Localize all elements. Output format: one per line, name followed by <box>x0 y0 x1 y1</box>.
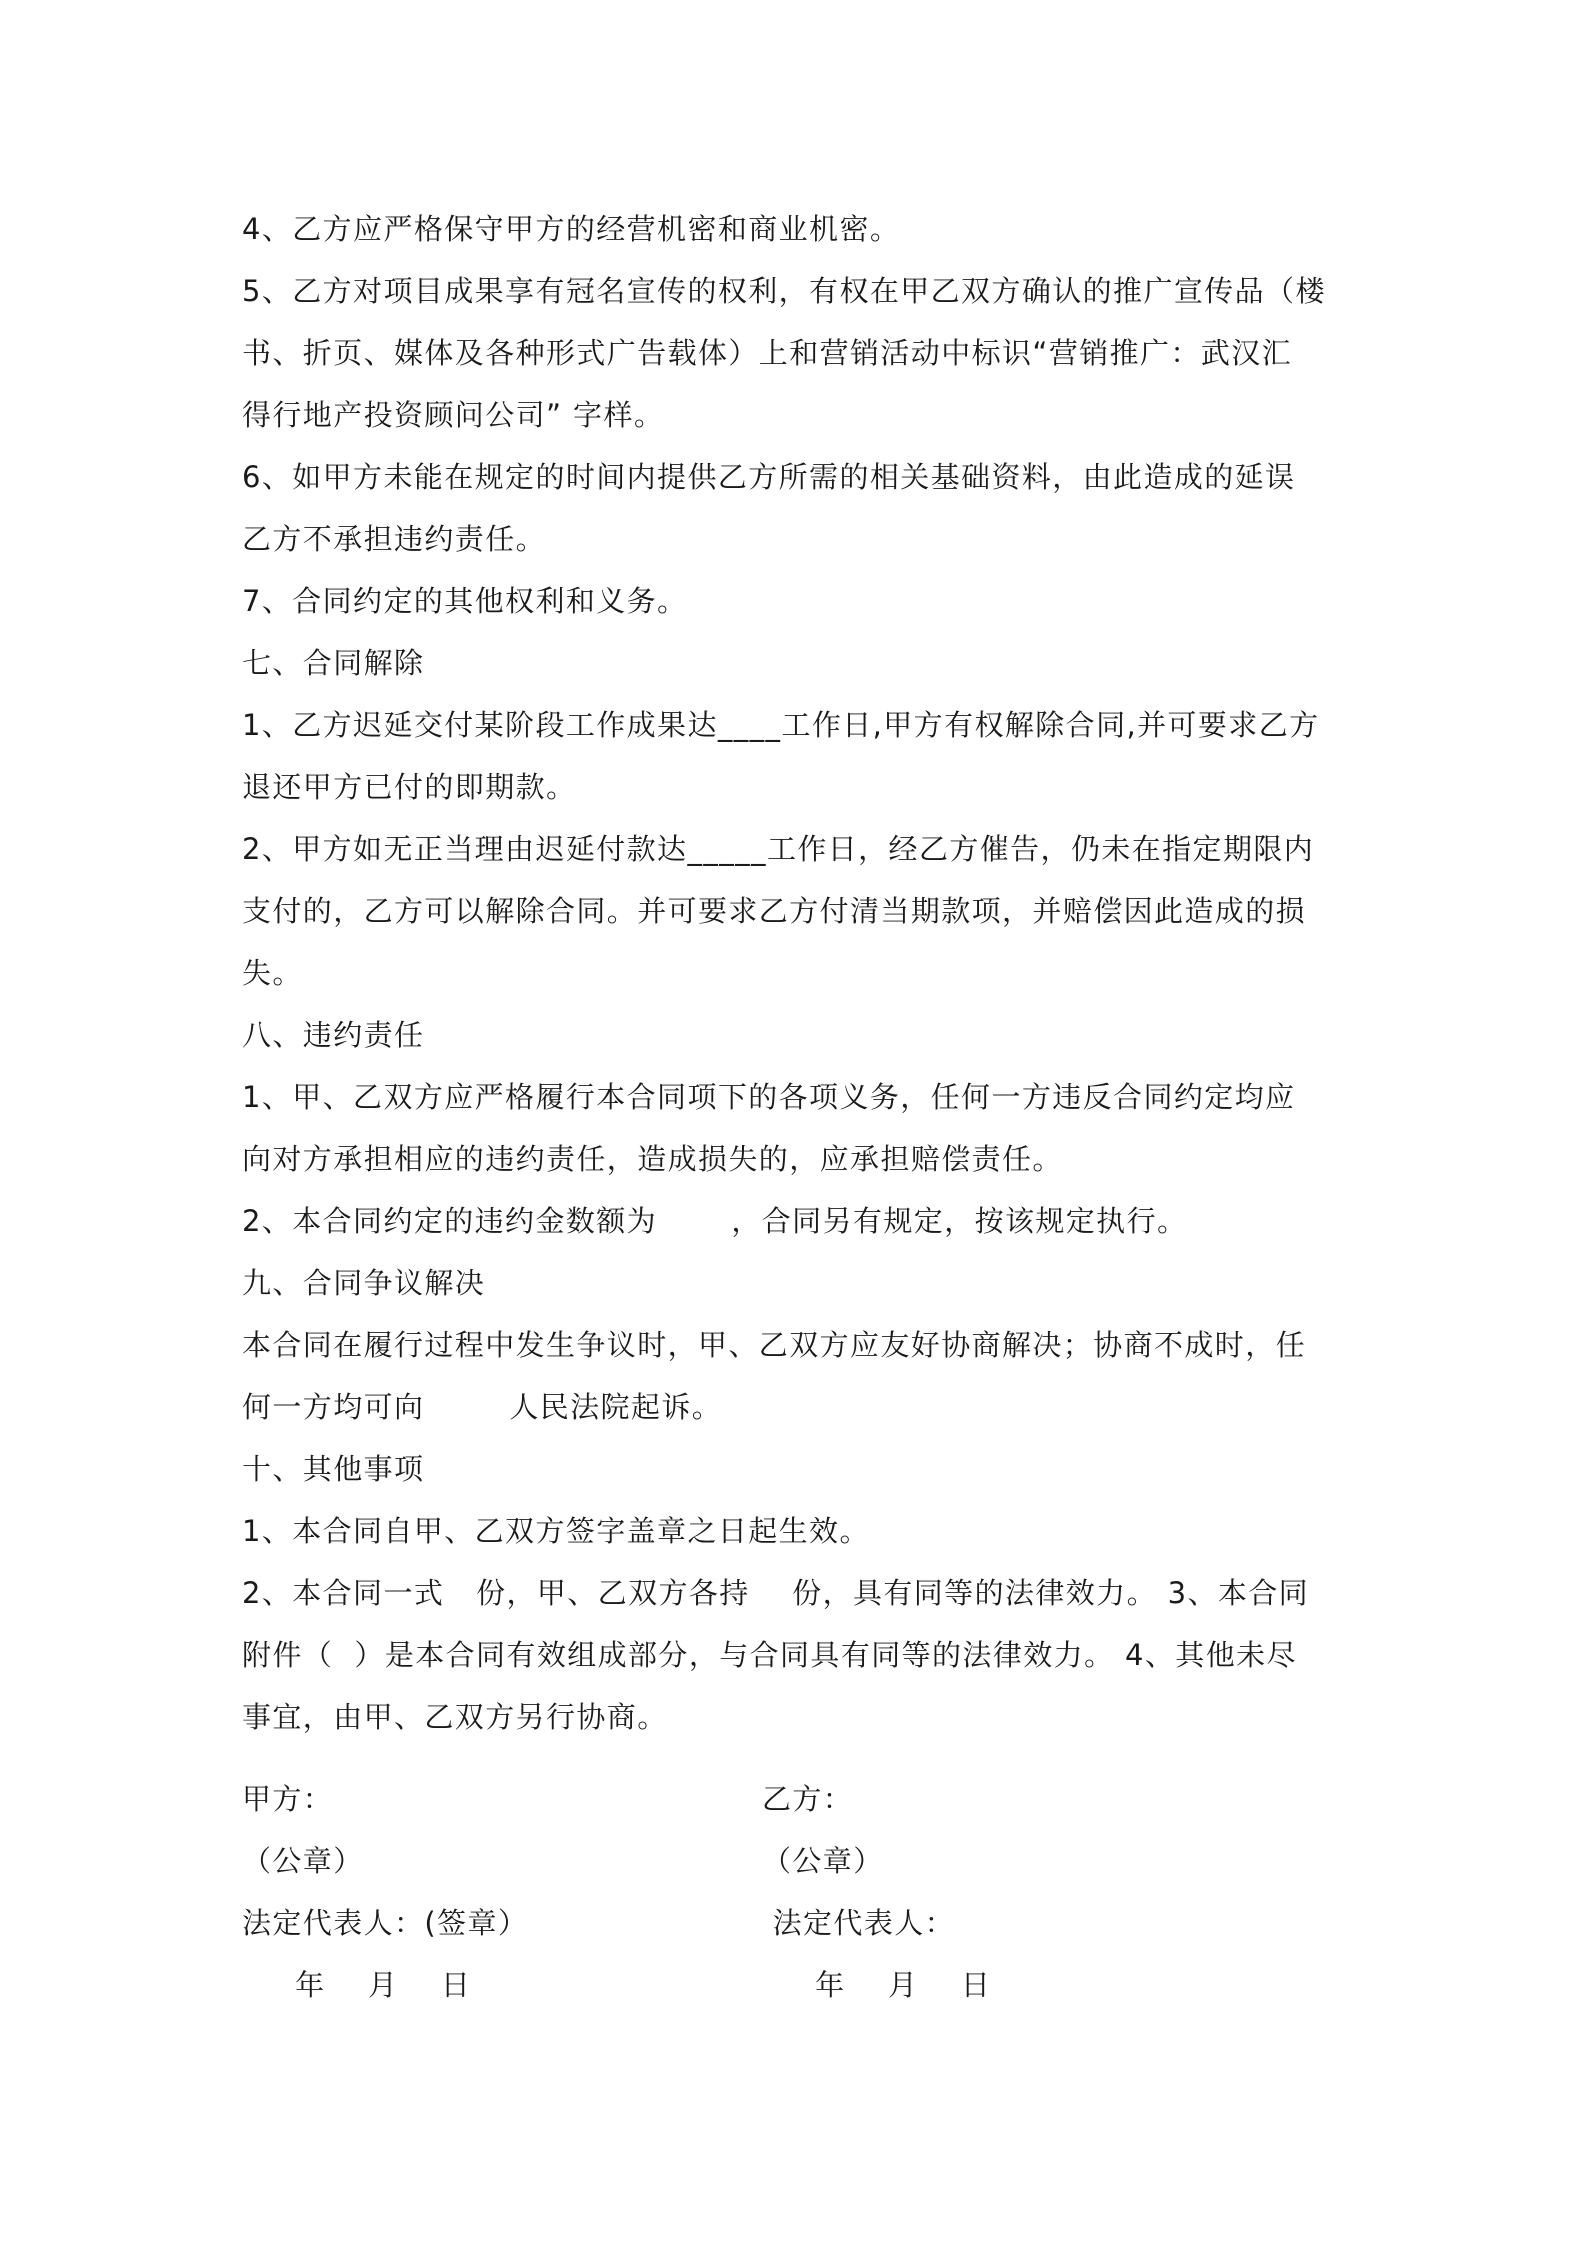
clause-6-delay-end: 乙方不承担违约责任。 <box>242 522 547 556</box>
liability-clause-2: 2、本合同约定的违约金数额为 ，合同另有规定，按该规定执行。 <box>242 1204 1188 1238</box>
contract-body <box>242 198 1362 1748</box>
termination-clause-1-end: 退还甲方已付的即期款。 <box>242 770 577 804</box>
liability-clause-1-end: 向对方承担相应的违约责任，造成损失的，应承担赔偿责任。 <box>242 1142 1063 1176</box>
termination-clause-2: 2、甲方如无正当理由迟延付款达_____工作日，经乙方催告，仍未在指定期限内 <box>242 832 1315 866</box>
termination-clause-1: 1、乙方迟延交付某阶段工作成果达____工作日,甲方有权解除合同,并可要求乙方 <box>242 708 1320 742</box>
clause-7-other-rights: 7、合同约定的其他权利和义务。 <box>242 584 688 618</box>
clause-4-confidentiality: 4、乙方应严格保守甲方的经营机密和商业机密。 <box>242 212 901 246</box>
section-8-heading: 八、违约责任 <box>242 1018 425 1052</box>
party-b-representative: 法定代表人： <box>762 1906 956 1940</box>
section-10-heading: 十、其他事项 <box>242 1452 425 1486</box>
clause-5-naming-rights: 5、乙方对项目成果享有冠名宣传的权利，有权在甲乙双方确认的推广宣传品（楼 <box>242 274 1326 308</box>
party-b-label: 乙方： <box>762 1782 854 1816</box>
section-9-heading: 九、合同争议解决 <box>242 1266 486 1300</box>
dispute-clause-end: 何一方均可向 人民法院起诉。 <box>242 1390 723 1424</box>
party-a-date: 年 月 日 <box>242 1968 472 2002</box>
clause-6-delay: 6、如甲方未能在规定的时间内提供乙方所需的相关基础资料，由此造成的延误 <box>242 460 1296 494</box>
termination-clause-2-end: 失。 <box>242 956 303 990</box>
misc-clause-2: 2、本合同一式 份，甲、乙双方各持 份，具有同等的法律效力。 3、本合同 <box>242 1576 1310 1610</box>
misc-clause-4: 事宜，由甲、乙双方另行协商。 <box>242 1700 668 1734</box>
section-7-heading: 七、合同解除 <box>242 646 425 680</box>
dispute-clause: 本合同在履行过程中发生争议时，甲、乙双方应友好协商解决；协商不成时，任 <box>242 1328 1307 1362</box>
signature-date-row <box>242 1954 1362 2016</box>
party-a-representative: 法定代表人：(签章） <box>242 1906 529 1940</box>
termination-clause-2-cont: 支付的，乙方可以解除合同。并可要求乙方付清当期款项，并赔偿因此造成的损 <box>242 894 1307 928</box>
signature-party-row <box>242 1768 1362 1830</box>
party-a-label: 甲方： <box>242 1782 334 1816</box>
party-b-date: 年 月 日 <box>762 1968 992 2002</box>
party-a-seal: （公章） <box>242 1844 364 1878</box>
liability-clause-1: 1、甲、乙双方应严格履行本合同项下的各项义务，任何一方违反合同约定均应 <box>242 1080 1296 1114</box>
signature-block <box>242 1768 1362 2016</box>
clause-5-naming-rights-cont: 书、折页、媒体及各种形式广告载体）上和营销活动中标识“营销推广：武汉汇 <box>242 336 1293 370</box>
misc-clause-1: 1、本合同自甲、乙双方签字盖章之日起生效。 <box>242 1514 870 1548</box>
signature-representative-row <box>242 1892 1362 1954</box>
clause-5-naming-rights-end: 得行地产投资顾问公司” 字样。 <box>242 398 665 432</box>
signature-seal-row <box>242 1830 1362 1892</box>
party-b-seal: （公章） <box>762 1844 884 1878</box>
misc-clause-3: 附件（ ）是本合同有效组成部分，与合同具有同等的法律效力。 4、其他未尽 <box>242 1638 1297 1672</box>
